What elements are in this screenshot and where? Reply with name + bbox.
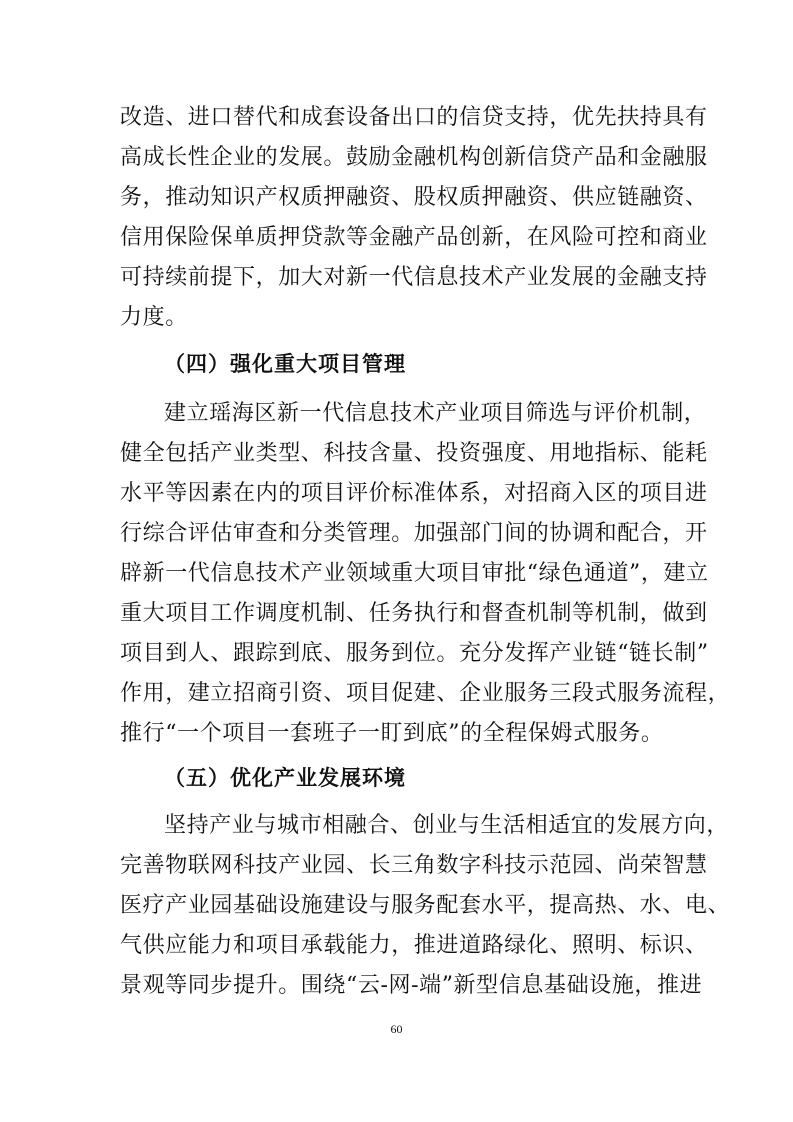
section-heading-4: （四）强化重大项目管理: [164, 352, 406, 376]
paragraph-2-line-4: 行综合评估审查和分类管理。加强部门间的协调和配合，开: [120, 521, 708, 546]
paragraph-1-line-3: 务，推动知识产权质押融资、股权质押融资、供应链融资、: [120, 185, 708, 210]
paragraph-3-line-1: 坚持产业与城市相融合、创业与生活相适宜的发展方向，: [164, 813, 730, 838]
paragraph-3-line-2: 完善物联网科技产业园、长三角数字科技示范园、尚荣智慧: [120, 853, 708, 878]
paragraph-2-line-2: 健全包括产业类型、科技含量、投资强度、用地指标、能耗: [120, 441, 708, 466]
paragraph-2-line-7: 项目到人、跟踪到底、服务到位。充分发挥产业链“链长制”: [120, 641, 709, 666]
page-number: 60: [390, 1022, 403, 1036]
paragraph-2-line-6: 重大项目工作调度机制、任务执行和督查机制等机制，做到: [120, 601, 708, 626]
paragraph-1-line-5: 可持续前提下，加大对新一代信息技术产业发展的金融支持: [120, 265, 708, 290]
paragraph-1-line-1: 改造、进口替代和成套设备出口的信贷支持，优先扶持具有: [120, 105, 708, 130]
paragraph-1-line-6: 力度。: [120, 305, 188, 330]
paragraph-2-line-8: 作用，建立招商引资、项目促建、企业服务三段式服务流程，: [120, 681, 731, 706]
paragraph-3-line-4: 气供应能力和项目承载能力，推进道路绿化、照明、标识、: [120, 933, 708, 958]
paragraph-1-line-2: 高成长性企业的发展。鼓励金融机构创新信贷产品和金融服: [120, 145, 708, 170]
paragraph-2-line-1: 建立瑶海区新一代信息技术产业项目筛选与评价机制，: [164, 401, 707, 426]
section-heading-5: （五）优化产业发展环境: [164, 766, 406, 790]
paragraph-3-line-3: 医疗产业园基础设施建设与服务配套水平，提高热、水、电、: [120, 893, 731, 918]
paragraph-1-line-4: 信用保险保单质押贷款等金融产品创新，在风险可控和商业: [120, 225, 708, 250]
paragraph-2-line-9: 推行“一个项目一套班子一盯到底”的全程保姆式服务。: [120, 721, 664, 746]
paragraph-2-line-3: 水平等因素在内的项目评价标准体系，对招商入区的项目进: [120, 481, 708, 506]
paragraph-3-line-5: 景观等同步提升。围绕“云-网-端”新型信息基础设施，推进: [120, 973, 703, 998]
paragraph-2-line-5: 辟新一代信息技术产业领域重大项目审批“绿色通道”，建立: [120, 561, 709, 586]
